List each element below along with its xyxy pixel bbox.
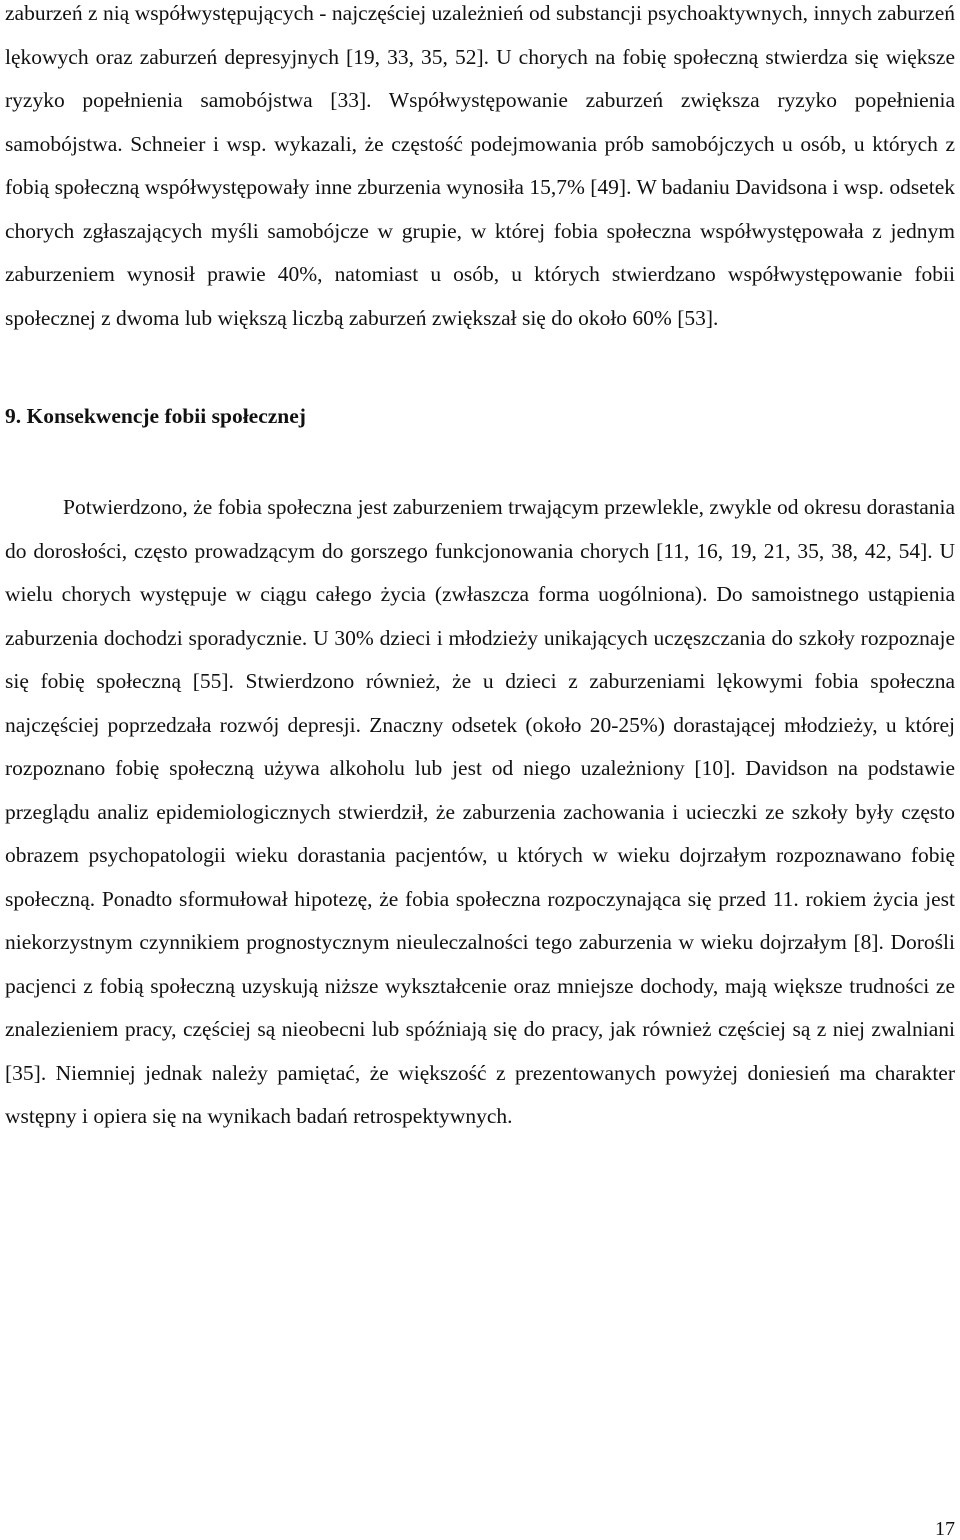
page-number: 17 (935, 1518, 955, 1540)
document-page (5, 0, 955, 1139)
body-paragraph-consequences: Potwierdzono, że fobia społeczna jest zaburzeniem trwającym przewlekle, zwykle od okresu dorastania do dorosłości, często prowadzącym do gorszego funkcjonowania chorych [11, 16, 19, 21, 35, 38, 42, 54]. U wielu chorych występuje w ciągu całego życia (zwłaszcza forma uogólniona). Do samoistnego ustąpienia zaburzenia dochodzi sporadycznie. U 30% dzieci i młodzieży unikających uczęszczania do szkoły rozpoznaje się fobię społeczną [55]. Stwierdzono również, że u dzieci z zaburzeniami lękowymi fobia społeczna najczęściej poprzedzała rozwój depresji. Znaczny odsetek (około 20-25%) dorastającej młodzieży, u której rozpoznano fobię społeczną używa alkoholu lub jest od niego uzależniony [10]. Davidson na podstawie przeglądu analiz epidemiologicznych stwierdził, że zaburzenia zachowania i ucieczki ze szkoły były często obrazem psychopatologii wieku dorastania pacjentów, u których w wieku dojrzałym rozpoznawano fobię społeczną. Ponadto sformułował hipotezę, że fobia społeczna rozpoczynająca się przed 11. rokiem życia jest niekorzystnym czynnikiem prognostycznym nieuleczalności tego zaburzenia w wieku dojrzałym [8]. Dorośli pacjenci z fobią społeczną uzyskują niższe wykształcenie oraz mniejsze dochody, mają większe trudności ze znalezieniem pracy, częściej są nieobecni lub spóźniają się do pracy, jak również częściej są z niej zwalniani [35]. Niemniej jednak należy pamiętać, że większość z prezentowanych powyżej doniesień ma charakter wstępny i opiera się na wynikach badań retrospektywnych. (5, 495, 955, 1128)
section-heading: 9. Konsekwencje fobii społecznej (5, 404, 306, 428)
body-paragraph-suicide-risk: zaburzeń z nią współwystępujących - najczęściej uzależnień od substancji psychoaktywnych, innych zaburzeń lękowych oraz zaburzeń depresyjnych [19, 33, 35, 52]. U chorych na fobię społeczną stwierdza się większe ryzyko popełnienia samobójstwa [33]. Współwystępowanie zaburzeń zwiększa ryzyko popełnienia samobójstwa. Schneier i wsp. wykazali, że częstość podejmowania prób samobójczych u osób, u których z fobią społeczną współwystępowały inne zburzenia wynosiła 15,7% [49]. W badaniu Davidsona i wsp. odsetek chorych zgłaszających myśli samobójcze w grupie, w której fobia społeczna współwystępowała z jednym zaburzeniem wynosił prawie 40%, natomiast u osób, u których stwierdzano współwystępowanie fobii społecznej z dwoma lub większą liczbą zaburzeń zwiększał się do około 60% [53]. (5, 1, 955, 330)
